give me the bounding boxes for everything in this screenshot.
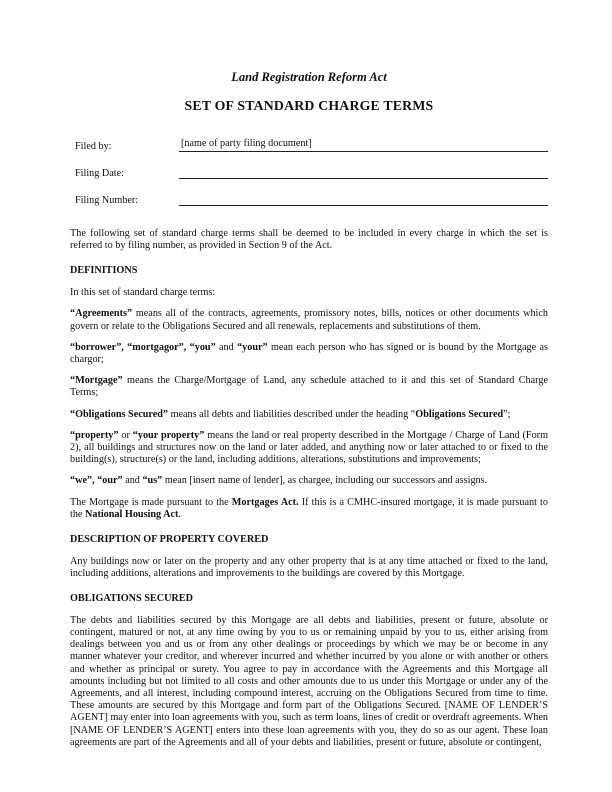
filing-row-filed-by [75, 138, 548, 152]
filing-row-filing-number [75, 192, 548, 206]
obligations-secured-heading: OBLIGATIONS SECURED [70, 593, 193, 605]
filing-number-field [179, 192, 548, 206]
definition-agreements: “Agreements” means all of the contracts, agreements, promissory notes, bills, notices or other documents which govern or relate to the Obligations Secured and all renewals, replacements and substitutions of them. [70, 308, 548, 332]
definitions-intro-paragraph: In this set of standard charge terms: [70, 287, 216, 299]
title-block [70, 70, 548, 114]
filing-date-label: Filing Date: [75, 168, 124, 179]
definition-we-our-us: “we”, “our” and “us” mean [insert name of lender], as chargee, including our successors and assigns. [70, 475, 488, 487]
obligations-secured-paragraph: The debts and liabilities secured by this Mortgage are all debts and liabilities, present or future, absolute or contingent, matured or not, at any time owing by you to us or remaining unpaid by you to us, either arising from dealings between you and us or from any other dealings or proceedings by which we may be or become in any manner whatever your creditor, and wherever incurred and whether incurred by you alone or with another or others and whether as principal or surety. You agree to pay in accordance with the Agreements and this Mortgage all amounts including but not limited to all costs and other amounts due to us under this Mortgage or under any of the Agreements, and all interest, including compound interest, accruing on the Obligations Secured from time to time. These amounts are secured by this Mortgage and form part of the Obligations Secured. [NAME OF LENDER’S AGENT] may enter into loan agreements with you, such as term loans, lines of credit or overdraft agreements. When [NAME OF LENDER’S AGENT] enters into these loan agreements with you, they do so as our agent. These loan agreements are part of the Agreements and all of your debts and liabilities, present or future, absolute or contingent, [70, 614, 548, 748]
definition-property: “property” or “your property” means the land or real property described in the Mortgage / Charge of Land (Form 2), all buildings and structures now on the land or later added, and anything now or later attached to or fixed to the building(s), structure(s) or the land, including additions, alterations, substitutions and improvements; [70, 429, 548, 466]
filing-date-field [179, 165, 548, 179]
definition-mortgage: “Mortgage” means the Charge/Mortgage of Land, any schedule attached to it and this set of Standard Charge Terms; [70, 375, 548, 399]
property-covered-heading: DESCRIPTION OF PROPERTY COVERED [70, 533, 269, 545]
act-title: Land Registration Reform Act [231, 70, 387, 84]
governing-acts-paragraph: The Mortgage is made pursuant to the Mortgages Act. If this is a CMHC-insured mortgage, it is made pursuant to the National Housing Act. [70, 496, 548, 520]
filed-by-label: Filed by: [75, 141, 112, 152]
filing-row-filing-date [75, 165, 548, 179]
filing-number-label: Filing Number: [75, 195, 139, 206]
definitions-heading: DEFINITIONS [70, 265, 138, 277]
page-title: SET OF STANDARD CHARGE TERMS [184, 98, 434, 113]
filed-by-field: [name of party filing document] [179, 138, 548, 152]
definition-obligations-secured: “Obligations Secured” means all debts and liabilities described under the heading “Obligations Secured”; [70, 408, 511, 420]
property-covered-paragraph: Any buildings now or later on the property and any other property that is at any time attached or fixed to the land, including additions, alterations and improvements to the buildings are covered by this Mortgage. [70, 555, 548, 579]
definition-borrower: “borrower”, “mortgagor”, “you” and “your” mean each person who has signed or is bound by the Mortgage as chargor; [70, 341, 548, 365]
filing-section [70, 138, 548, 206]
document-body [70, 228, 548, 749]
intro-paragraph: The following set of standard charge terms shall be deemed to be included in every charge in which the set is referred to by filing number, as provided in Section 9 of the Act. [70, 228, 548, 252]
